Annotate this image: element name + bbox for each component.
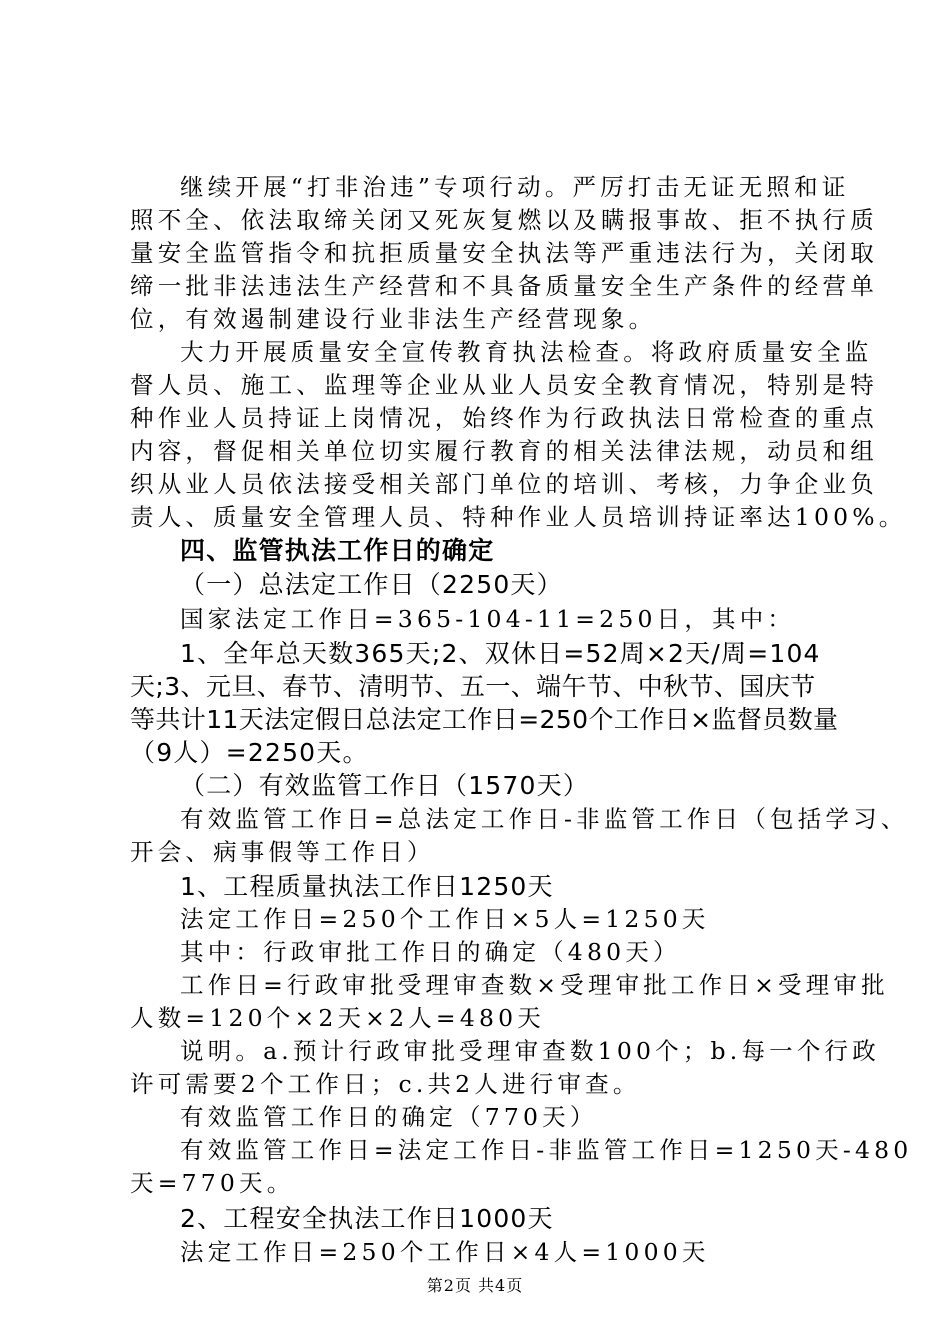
item-heading: 1、工程质量执法工作日1250天: [180, 872, 554, 901]
subsection-heading: （二）有效监管工作日（1570天）: [180, 771, 590, 800]
item-line: 有效监管工作日=法定工作日-非监管工作日=1250天-480: [180, 1136, 913, 1164]
paragraph-2-line: 种作业人员持证上岗情况，始终作为行政执法日常检查的重点: [130, 404, 878, 432]
subsection-heading: （一）总法定工作日（2250天）: [180, 570, 563, 599]
definition-line: 开会、病事假等工作日）: [130, 838, 435, 866]
item-heading: 2、工程安全执法工作日1000天: [180, 1204, 554, 1233]
paragraph-1-line: 缔一批非法违法生产经营和不具备质量安全生产条件的经营单: [130, 272, 878, 300]
paragraph-2-line: 督人员、施工、监理等企业从业人员安全教育情况，特别是特: [130, 371, 878, 399]
page-number-footer: 第2页 共4页: [426, 1276, 524, 1295]
paragraph-1-line: 继续开展“打非治违”专项行动。严厉打击无证无照和证: [180, 173, 850, 201]
detail-line: （9人）=2250天。: [130, 738, 369, 767]
paragraph-2-line: 织从业人员依法接受相关部门单位的培训、考核，力争企业负: [130, 470, 878, 498]
section-heading: 四、监管执法工作日的确定: [180, 536, 495, 565]
paragraph-1-line: 量安全监管指令和抗拒质量安全执法等严重违法行为，关闭取: [130, 239, 878, 267]
item-line: 有效监管工作日的确定（770天）: [180, 1103, 598, 1131]
item-line: 法定工作日=250个工作日×5人=1250天: [180, 905, 710, 933]
item-line: 其中：行政审批工作日的确定（480天）: [180, 938, 681, 966]
paragraph-2-line: 内容，督促相关单位切实履行教育的相关法律法规，动员和组: [130, 437, 878, 465]
paragraph-2-line: 大力开展质量安全宣传教育执法检查。将政府质量安全监: [180, 338, 873, 366]
paragraph-2-line: 责人、质量安全管理人员、特种作业人员培训持证率达100%。: [130, 503, 907, 531]
item-line: 法定工作日=250个工作日×4人=1000天: [180, 1238, 710, 1266]
definition-line: 有效监管工作日=总法定工作日-非监管工作日（包括学习、: [180, 805, 909, 833]
item-line: 工作日=行政审批受理审查数×受理审批工作日×受理审批: [180, 971, 889, 999]
formula-line: 国家法定工作日=365-104-11=250日，其中：: [180, 605, 796, 633]
detail-line: 1、全年总天数365天;2、双休日=52周×2天/周=104: [180, 639, 821, 668]
detail-line: 天;3、元旦、春节、清明节、五一、端午节、中秋节、国庆节: [130, 672, 816, 701]
item-line: 天=770天。: [130, 1169, 295, 1197]
detail-line: 等共计11天法定假日总法定工作日=250个工作日×监督员数量: [130, 705, 839, 734]
paragraph-1-line: 位，有效遏制建设行业非法生产经营现象。: [130, 305, 657, 333]
paragraph-1-line: 照不全、依法取缔关闭又死灰复燃以及瞒报事故、拒不执行质: [130, 206, 878, 234]
item-line: 人数=120个×2天×2人=480天: [130, 1004, 545, 1032]
item-line: 许可需要2个工作日；c.共2人进行审查。: [130, 1070, 641, 1098]
item-line: 说明。a.预计行政审批受理审查数100个；b.每一个行政: [180, 1037, 880, 1065]
